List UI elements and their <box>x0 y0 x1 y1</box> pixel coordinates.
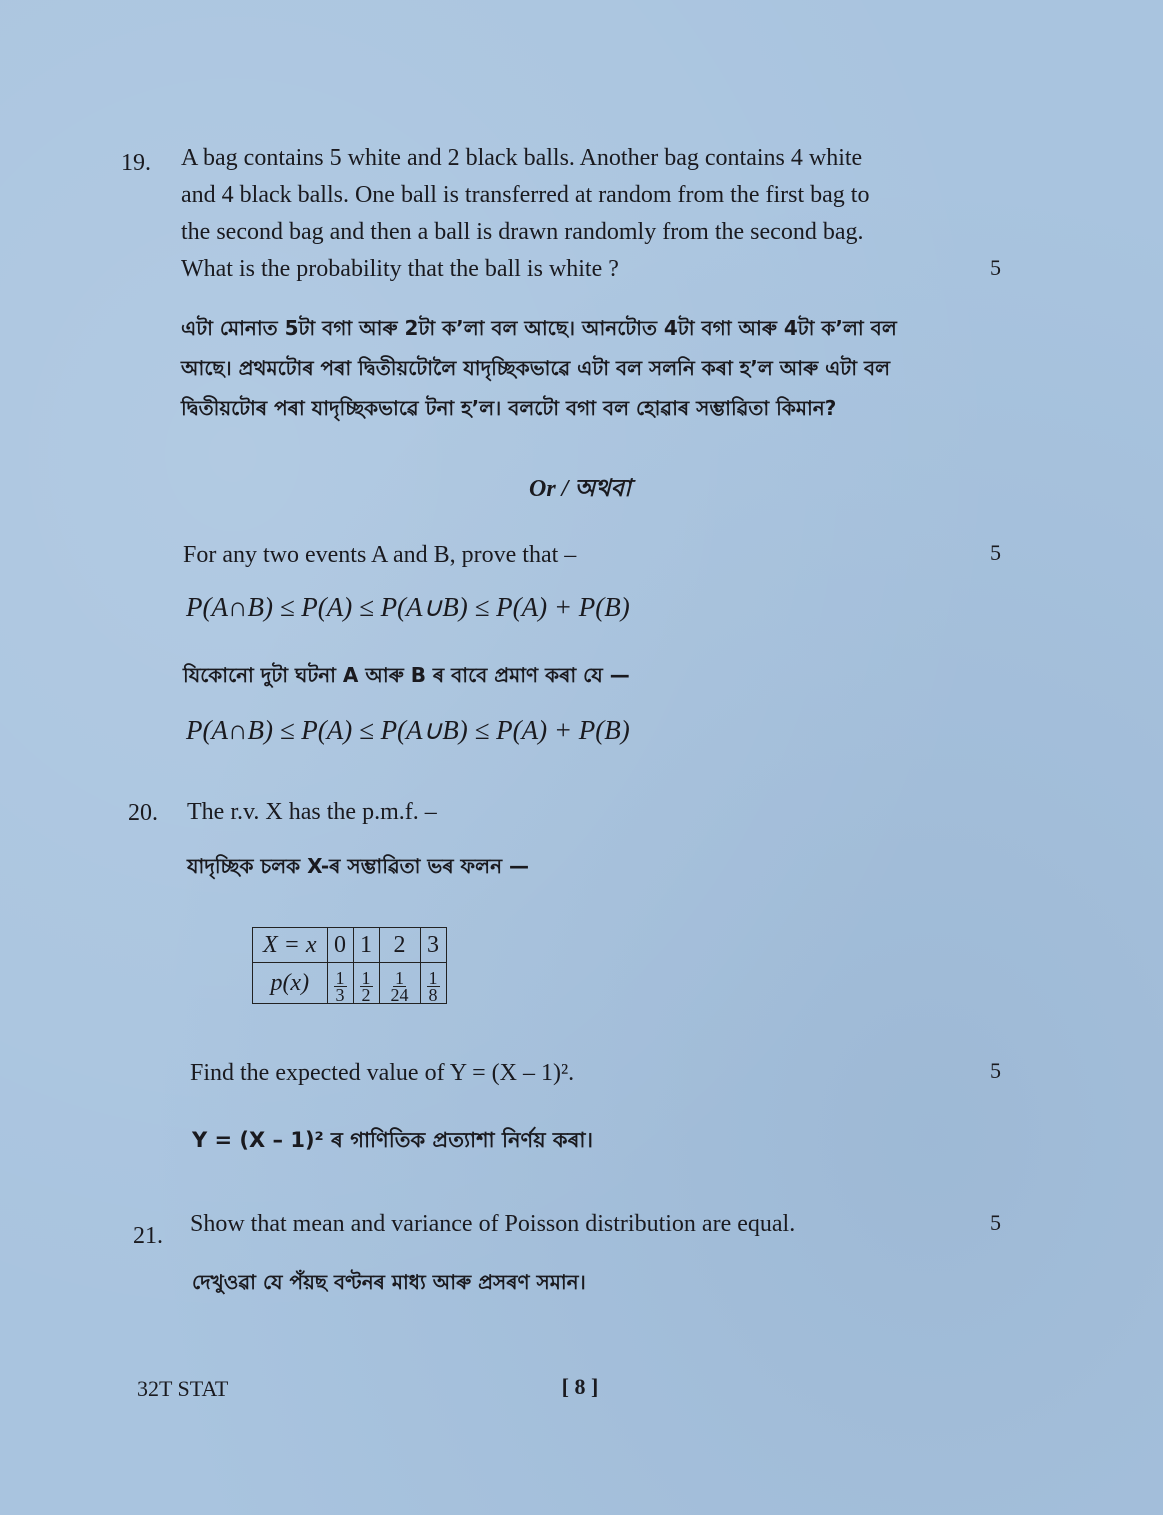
fraction: $\frac{1}{24}$ <box>390 967 409 1005</box>
q19-alt-english: For any two events A and B, prove that – <box>183 542 577 568</box>
q19-alt-marks: 5 <box>990 540 1001 565</box>
pmf-p-header: p(x) <box>253 963 328 1004</box>
q20-assamese: যাদৃচ্ছিক চলক X-ৰ সম্ভাৱিতা ভৰ ফলন — <box>187 854 529 878</box>
fraction: $\frac{1}{8}$ <box>428 967 438 1005</box>
pmf-x-value: 2 <box>379 928 420 963</box>
q21-assamese: দেখুওৱা যে পঁয়ছ বণ্টনৰ মাধ্য আৰু প্ৰসৰণ সমান। <box>192 1270 586 1294</box>
q19-marks: 5 <box>990 255 1001 280</box>
q21-marks: 5 <box>990 1210 1001 1235</box>
q21-english: Show that mean and variance of Poisson distribution are equal. <box>190 1211 796 1237</box>
q19-assamese-line-2: আছে। প্ৰথমটোৰ পৰা দ্বিতীয়টোলৈ যাদৃচ্ছিকভাৱে এটা বল সলনি কৰা হ’ল আৰু এটা বল <box>181 356 890 380</box>
pmf-row-p <box>253 963 447 1004</box>
pmf-p-value <box>379 963 420 1004</box>
q19-assamese-line-3: দ্বিতীয়টোৰ পৰা যাদৃচ্ছিকভাৱে টনা হ’ল। বলটো বগা বল হোৱাৰ সম্ভাৱিতা কিমান? <box>181 396 837 420</box>
pmf-x-value: 3 <box>420 928 446 963</box>
q19-assamese <box>181 308 1011 428</box>
q21-number: 21. <box>133 1223 163 1249</box>
q19-alt-formula-2: P(A∩B) ≤ P(A) ≤ P(A∪B) ≤ P(A) + P(B) <box>186 715 630 745</box>
pmf-x-value: 1 <box>353 928 379 963</box>
fraction: $\frac{1}{2}$ <box>361 967 371 1005</box>
pmf-x-header: X = x <box>253 928 328 963</box>
page-number: [ 8 ] <box>561 1374 599 1399</box>
pmf-p-value <box>420 963 446 1004</box>
q20-assamese-find: Y = (X – 1)² ৰ গাণিতিক প্ৰত্যাশা নিৰ্ণয় কৰা। <box>192 1128 593 1152</box>
or-separator: Or / অথবা <box>529 476 631 502</box>
q19-english-line-1: A bag contains 5 white and 2 black balls. Another bag contains 4 white <box>181 145 863 171</box>
q19-alt-formula: P(A∩B) ≤ P(A) ≤ P(A∪B) ≤ P(A) + P(B) <box>186 592 630 622</box>
q19-alt-assamese: যিকোনো দুটা ঘটনা A আৰু B ৰ বাবে প্ৰমাণ কৰা যে — <box>183 663 630 687</box>
fraction: $\frac{1}{3}$ <box>335 967 345 1005</box>
pmf-p-value <box>353 963 379 1004</box>
pmf-table <box>252 927 447 1004</box>
q20-find-text: Find the expected value of Y = (X – 1)². <box>190 1060 575 1086</box>
pmf-table-wrap <box>252 927 447 1004</box>
paper-code: 32T STAT <box>137 1376 229 1401</box>
pmf-p-value <box>327 963 353 1004</box>
q19-number: 19. <box>121 150 151 176</box>
pmf-x-value: 0 <box>327 928 353 963</box>
q20-english: The r.v. X has the p.m.f. – <box>187 799 437 825</box>
q19-assamese-line-1: এটা মোনাত 5টা বগা আৰু 2টা ক’লা বল আছে। আনটোত 4টা বগা আৰু 4টা ক’লা বল <box>181 316 897 340</box>
q20-marks: 5 <box>990 1058 1001 1083</box>
q19-english-line-2: and 4 black balls. One ball is transferred at random from the first bag to <box>181 182 870 208</box>
q19-english <box>181 140 1011 288</box>
q19-english-line-4: What is the probability that the ball is white ? <box>181 256 619 282</box>
q20-number: 20. <box>128 800 158 826</box>
pmf-row-x <box>253 928 447 963</box>
q19-english-line-3: the second bag and then a ball is drawn randomly from the second bag. <box>181 219 864 245</box>
